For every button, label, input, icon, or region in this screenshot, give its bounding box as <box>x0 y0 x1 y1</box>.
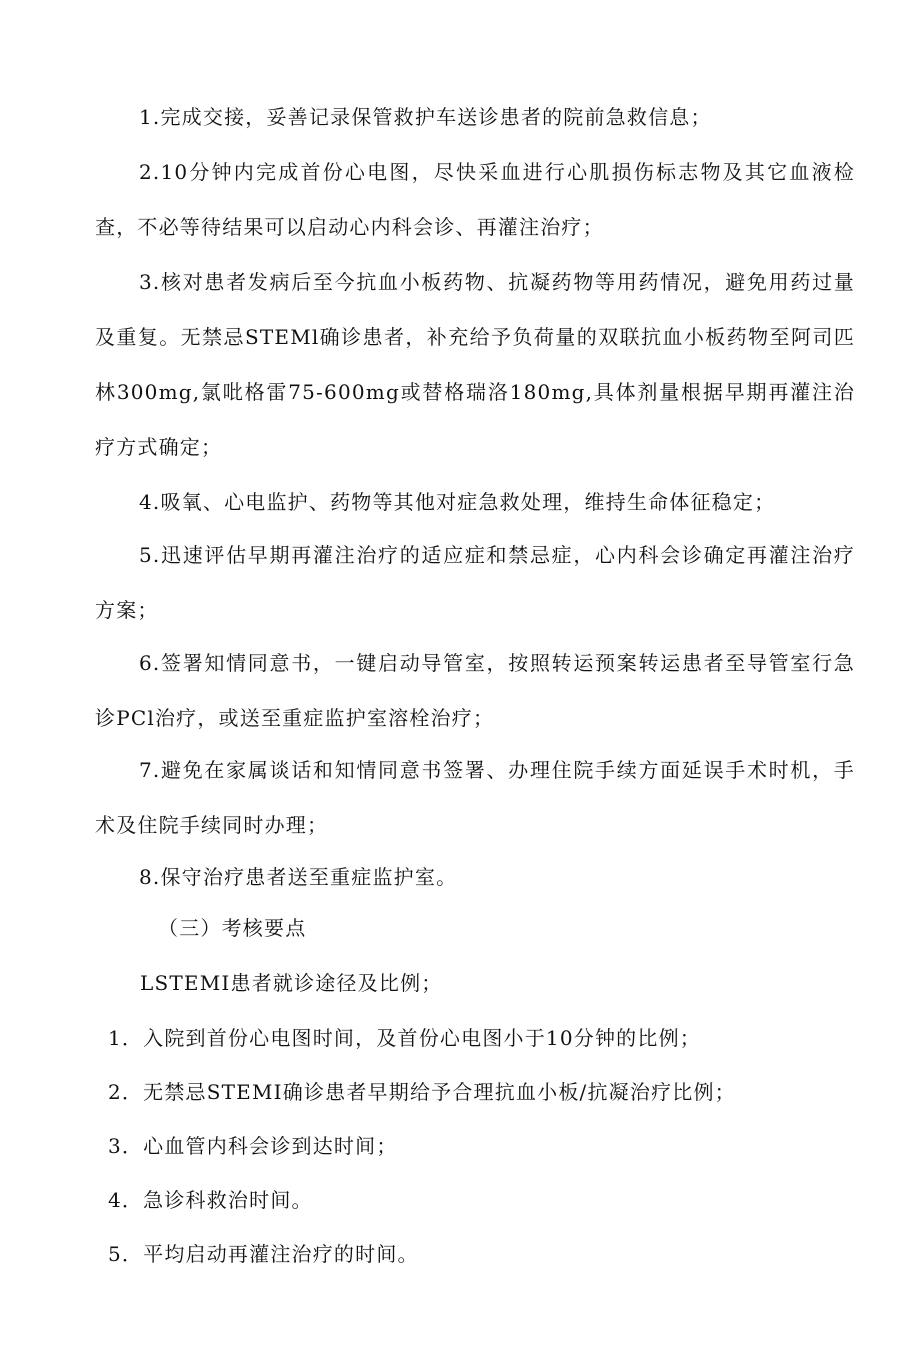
step-6: 6.签署知情同意书，一键启动导管室，按照转运预案转运患者至导管室行急诊PCl治疗，或送至重症监护室溶栓治疗； <box>95 651 855 730</box>
step-4: 4.吸氧、心电监护、药物等其他对症急救处理，维持生命体征稳定； <box>139 490 776 514</box>
step-1: 1.完成交接，妥善记录保管救护车送诊患者的院前急救信息； <box>139 105 712 129</box>
step-2: 2.10分钟内完成首份心电图，尽快采血进行心肌损伤标志物及其它血液检查，不必等待结果可以启动心内科会诊、再灌注治疗； <box>95 160 855 239</box>
step-7: 7.避免在家属谈话和知情同意书签署、办理住院手续方面延误手术时机，手术及住院手续同时办理； <box>95 758 855 837</box>
assessment-item-4: 4．急诊科救治时间。 <box>108 1188 313 1212</box>
intro-line: LSTEMI患者就诊途径及比例； <box>140 971 443 995</box>
step-5: 5.迅速评估早期再灌注治疗的适应症和禁忌症，心内科会诊确定再灌注治疗方案； <box>95 543 855 622</box>
step-3: 3.核对患者发病后至今抗血小板药物、抗凝药物等用药情况，避免用药过量及重复。无禁忌STEMl确诊患者，补充给予负荷量的双联抗血小板药物至阿司匹林300mg,氯吡格雷75-600mg或替格瑞洛180mg,具体剂量根据早期再灌注治疗方式确定； <box>95 270 855 459</box>
assessment-item-1: 1．入院到首份心电图时间，及首份心电图小于10分钟的比例； <box>108 1026 701 1050</box>
section-heading: （三）考核要点 <box>158 916 307 940</box>
assessment-item-5: 5．平均启动再灌注治疗的时间。 <box>108 1242 419 1266</box>
step-8: 8.保守治疗患者送至重症监护室。 <box>139 865 458 889</box>
assessment-item-3: 3．心血管内科会诊到达时间； <box>108 1134 398 1158</box>
assessment-item-2: 2．无禁忌STEMI确诊患者早期给予合理抗血小板/抗凝治疗比例； <box>108 1080 736 1104</box>
